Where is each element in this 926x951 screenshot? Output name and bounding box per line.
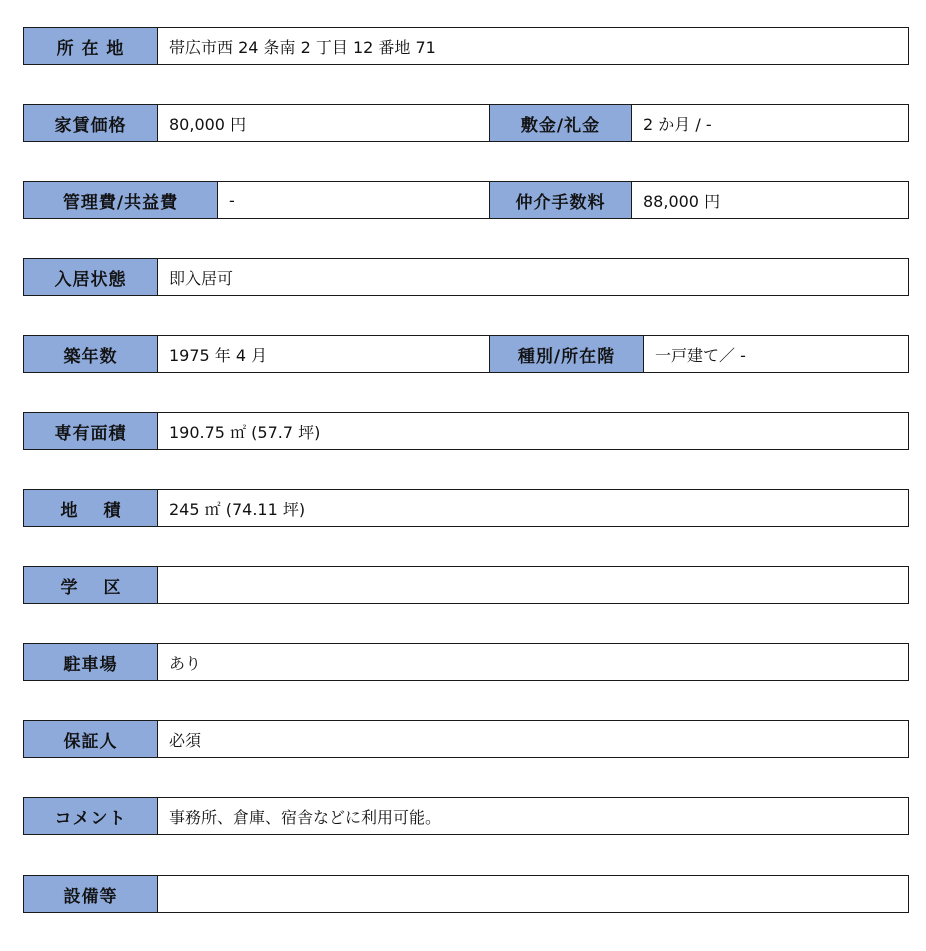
value-equipment [158, 876, 908, 912]
row-floor-area [23, 412, 909, 450]
label-rent: 家賃価格 [24, 105, 158, 141]
label-management: 管理費/共益費 [24, 182, 218, 218]
row-equipment [23, 875, 909, 913]
label-built: 築年数 [24, 336, 158, 372]
label-floor-area: 専有面積 [24, 413, 158, 449]
row-parking [23, 643, 909, 681]
value-brokerage: 88,000 円 [643, 191, 721, 211]
row-management-brokerage [23, 181, 909, 219]
row-rent-deposit [23, 104, 909, 142]
label-parking: 駐車場 [24, 644, 158, 680]
row-land-area [23, 489, 909, 527]
row-school [23, 566, 909, 604]
row-location [23, 27, 909, 65]
label-type-floor: 種別/所在階 [489, 336, 644, 372]
label-guarantor: 保証人 [24, 721, 158, 757]
value-comment: 事務所、倉庫、宿舎などに利用可能。 [169, 807, 442, 827]
label-brokerage: 仲介手数料 [489, 182, 632, 218]
value-management: - [229, 190, 235, 210]
value-parking: あり [169, 653, 202, 673]
label-land-area: 地 積 [24, 490, 158, 526]
row-built-type [23, 335, 909, 373]
label-comment: コメント [24, 798, 158, 834]
row-occupancy [23, 258, 909, 296]
label-equipment: 設備等 [24, 876, 158, 912]
value-location: 帯広市西 24 条南 2 丁目 12 番地 71 [169, 37, 436, 57]
value-school [158, 567, 908, 603]
value-floor-area: 190.75 ㎡ (57.7 坪) [169, 422, 321, 442]
value-rent: 80,000 円 [169, 114, 247, 134]
label-school: 学 区 [24, 567, 158, 603]
value-land-area: 245 ㎡ (74.11 坪) [169, 499, 306, 519]
row-guarantor [23, 720, 909, 758]
value-deposit: 2 か月 / - [643, 114, 712, 134]
row-comment [23, 797, 909, 835]
label-occupancy: 入居状態 [24, 259, 158, 295]
value-guarantor: 必須 [169, 730, 202, 750]
value-type-floor: 一戸建て／ - [655, 345, 746, 365]
value-built: 1975 年 4 月 [169, 345, 268, 365]
label-location: 所 在 地 [24, 28, 158, 64]
value-occupancy: 即入居可 [169, 268, 234, 288]
label-deposit: 敷金/礼金 [489, 105, 632, 141]
